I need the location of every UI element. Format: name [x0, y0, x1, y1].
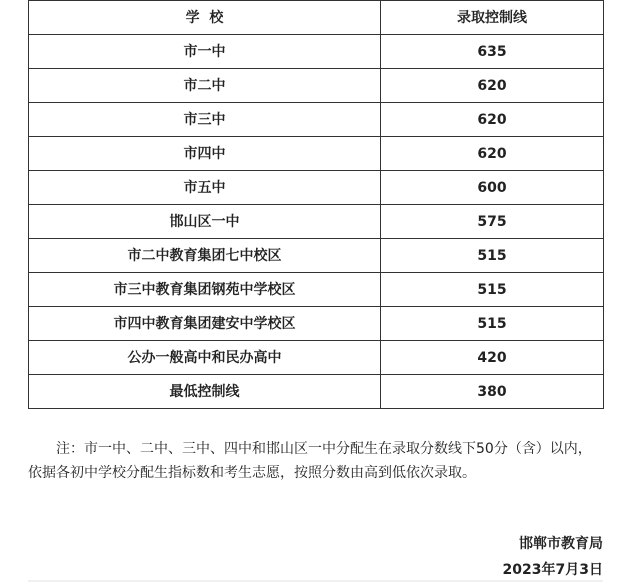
score-value: 620 [381, 69, 604, 103]
table-row [29, 171, 604, 205]
school-name: 最低控制线 [29, 375, 381, 409]
table-row [29, 307, 604, 341]
table-row [29, 69, 604, 103]
school-name: 市二中 [29, 69, 381, 103]
signature-block [503, 531, 603, 583]
table-row [29, 341, 604, 375]
issue-date: 2023年7月3日 [502, 562, 603, 578]
table-row [29, 35, 604, 69]
school-name: 邯山区一中 [29, 205, 381, 239]
school-name: 市四中教育集团建安中学校区 [29, 307, 381, 341]
table-row [29, 103, 604, 137]
score-value: 575 [381, 205, 604, 239]
table-row [29, 375, 604, 409]
score-value: 515 [381, 273, 604, 307]
divider [28, 580, 603, 582]
school-name: 市三中教育集团钢苑中学校区 [29, 273, 381, 307]
score-value: 380 [381, 375, 604, 409]
score-value: 620 [381, 137, 604, 171]
issuing-organization: 邯郸市教育局 [519, 536, 603, 552]
score-value: 515 [381, 239, 604, 273]
table-row [29, 239, 604, 273]
score-value: 620 [381, 103, 604, 137]
score-value: 600 [381, 171, 604, 205]
footnote: 注：市一中、二中、三中、四中和邯山区一中分配生在录取分数线下50分（含）以内，依据各初中学校分配生指标数和考生志愿，按照分数由高到低依次录取。 [28, 441, 592, 481]
school-name: 市二中教育集团七中校区 [29, 239, 381, 273]
admission-score-table [28, 0, 604, 409]
table-row [29, 205, 604, 239]
school-name: 市一中 [29, 35, 381, 69]
score-value: 420 [381, 341, 604, 375]
school-name: 市五中 [29, 171, 381, 205]
header-score: 录取控制线 [381, 1, 604, 35]
table-row [29, 137, 604, 171]
header-school: 学 校 [29, 1, 381, 35]
table-header-row [29, 1, 604, 35]
school-name: 公办一般高中和民办高中 [29, 341, 381, 375]
school-name: 市四中 [29, 137, 381, 171]
score-value: 515 [381, 307, 604, 341]
score-value: 635 [381, 35, 604, 69]
school-name: 市三中 [29, 103, 381, 137]
table-row [29, 273, 604, 307]
